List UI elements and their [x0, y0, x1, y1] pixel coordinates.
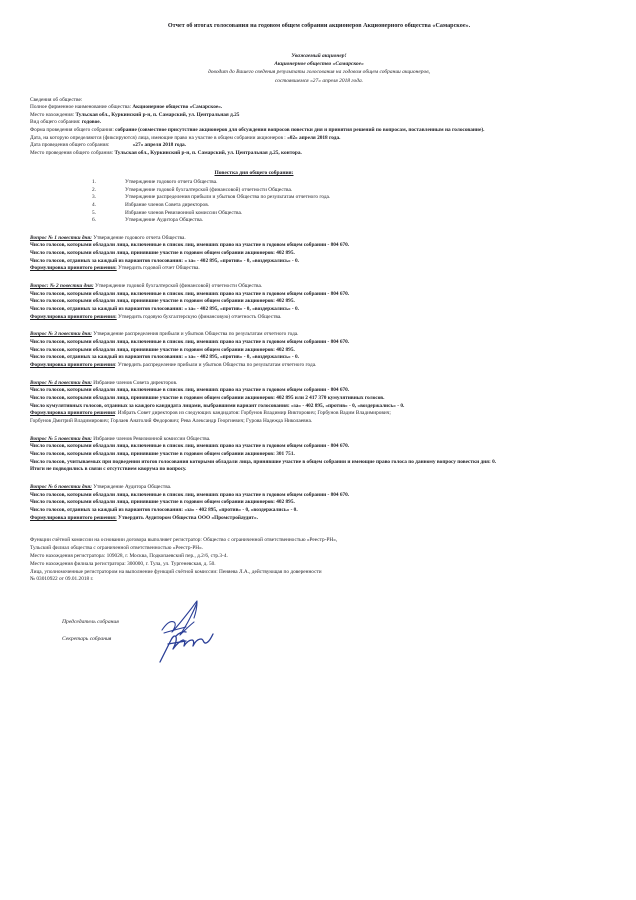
- question-label: Вопрос № 4 повестки дня:: [30, 379, 92, 386]
- question-decision: [30, 410, 608, 418]
- company-info-value: «27» апреля 2018 года.: [132, 142, 186, 149]
- question-block-2: [30, 283, 608, 321]
- agenda-item-number: 6.: [92, 217, 96, 224]
- company-info-label: Дата, на которую определяются (фиксируются) лица, имеющие право на участие в общем собрании акционеров :: [30, 134, 286, 141]
- company-info-row: [30, 127, 608, 135]
- question-vote-line: Число кумулятивных голосов, отданных за каждого кандидата лицами, выбравшими вариант голосования: «за» - 402 895, «против» - 0, «воздержались» - 0.: [30, 402, 405, 409]
- question-label: Вопрос № 6 повестки дня:: [30, 484, 92, 491]
- company-info-heading: Сведения об обществе:: [30, 96, 83, 103]
- decision-text: Утвердить годовую бухгалтерскую (финансовую) отчетность Общества.: [116, 313, 282, 320]
- question-vote-line: Число голосов, которыми обладали лица, принявшие участие в годовом общем собрании акционеров: 402 895.: [30, 298, 295, 305]
- agenda-heading: Повестка дня общего собрания:: [214, 170, 294, 177]
- question-subject: Избрание членов Ревизионной комиссии Общества.: [91, 435, 211, 442]
- company-info-block: [30, 97, 608, 157]
- question-subject: Утверждение Аудитора Общества.: [91, 484, 172, 491]
- salutation-block: [30, 52, 608, 85]
- question-vote-line: Число голосов, которыми обладали лица, принявшие участие в годовом общем собрании акционеров: 301 751.: [30, 451, 295, 458]
- question-block-4: [30, 380, 608, 426]
- chairman-signature-label: Председатель собрания: [62, 619, 119, 626]
- decision-label: Формулировка принятого решения: [30, 410, 115, 417]
- agenda-item-label: Утверждение годовой бухгалтерской (финансовой) отчетности Общества.: [125, 186, 293, 193]
- decision-text: : Утвердить распределение прибыли и убытков Общества по результатам отчетного года.: [114, 362, 317, 369]
- question-decision: [30, 314, 608, 322]
- page-title: Отчет об итогах голосования на годовом общем собрании акционеров Акционерного общества «Самарское».: [167, 23, 471, 29]
- decision-text: : Избрать Совет директоров из следующих кандидатов: Горбунов Владимир Викторович; Горбунов Вадим Владимирович;: [114, 410, 391, 417]
- registrar-line: Тульский филиал общества с ограниченной ответственностью «Реестр-РН».: [30, 545, 204, 552]
- company-info-label: Место нахождения:: [30, 111, 75, 118]
- question-vote-line: Число голосов, которыми обладали лица, включенные в список лиц, имевших право на участие в годовом общем собрании - 804 670.: [30, 290, 350, 297]
- agenda-item: [30, 217, 608, 225]
- question-decision: [30, 515, 608, 523]
- question-vote-line: Число голосов, отданных за каждый из вариантов голосования: « за» - 402 895, «против» - 0, «воздержались» - 0.: [30, 257, 299, 264]
- company-info-row: [30, 142, 608, 150]
- agenda-item-label: Утверждение распределения прибыли и убытков Общества по результатам отчетного года.: [125, 194, 331, 201]
- decision-text: Утвердить Аудитором Общества ООО «Промстройаудит».: [116, 514, 258, 521]
- question-subject: Утверждение годового отчета Общества.: [91, 234, 186, 241]
- agenda-item-number: 1.: [92, 179, 96, 186]
- question-block-3: [30, 331, 608, 369]
- decision-text: Утвердить годовой отчет Общества.: [116, 265, 200, 272]
- question-vote-line: Число голосов, отданных за каждый из вариантов голосования: «за» - 402 895, «против» - 0, «воздержались» - 0.: [30, 507, 298, 514]
- question-subject: Утверждение распределения прибыли и убытков Общества по результатам отчетного года.: [91, 331, 299, 338]
- agenda-item: [30, 210, 608, 218]
- company-info-label: Вид общего собрания:: [30, 119, 81, 126]
- agenda-item-number: 3.: [92, 194, 96, 201]
- page-bottom-whitespace: [30, 648, 608, 758]
- question-vote-line: Число голосов, которыми обладали лица, принявшие участие в годовом общем собрании акционеров: 402 895.: [30, 499, 295, 506]
- question-decision: [30, 362, 608, 370]
- decision-label: Формулировка принятого решения:: [30, 514, 117, 521]
- signature-block: [30, 614, 608, 648]
- question-heading: [30, 484, 608, 492]
- agenda-item: [30, 179, 608, 187]
- agenda-item: [30, 194, 608, 202]
- question-subject: Избрание членов Совета директоров.: [91, 379, 178, 386]
- question-vote-line: Число голосов, отданных за каждый из вариантов голосования: « за» - 402 895, «против» - 0, «воздержались» - 0.: [30, 306, 299, 313]
- registrar-line: Лица, уполномоченные регистратором на выполнение функций счётной комиссии: Пеняева Л.А., действующая по доверенности: [30, 568, 322, 575]
- question-label: Вопрос № 1 повестки дня:: [30, 234, 92, 241]
- agenda-item-number: 2.: [92, 186, 96, 193]
- agenda-item-label: Утверждение Аудитора Общества.: [125, 217, 204, 224]
- agenda-list: [30, 179, 608, 225]
- question-quorum-note: Итоги не подводились в связи с отсутствием кворума по вопросу.: [30, 466, 187, 473]
- question-vote-line: Число голосов, которыми обладали лица, принявшие участие в годовом общем собрании акционеров: 402 895.: [30, 346, 295, 353]
- question-decision-continued: Горбунов Дмитрий Владимирович; Горлаев Анатолий Федорович; Рева Александр Георгиевич; Гурова Надежда Николаевна.: [30, 418, 313, 425]
- registrar-line: Место нахождения регистратора: 109028, г. Москва, Подкопаевский пер., д.2/6, стр.3-4.: [30, 552, 228, 559]
- company-info-row: [30, 150, 608, 158]
- agenda-block: [30, 169, 608, 225]
- question-heading: [30, 331, 608, 339]
- company-info-label: Форма проведения общего собрания:: [30, 127, 114, 133]
- question-decision: [30, 265, 608, 273]
- company-info-row: [30, 119, 608, 127]
- question-label: Вопрос № 3 повестки дня:: [30, 331, 92, 338]
- question-label: Вопрос № 5 повестки дня:: [30, 435, 92, 442]
- registrar-block: [30, 537, 608, 584]
- agenda-item: [30, 202, 608, 210]
- question-vote-line: Число голосов, отданных за каждый из вариантов голосования: « за» - 402 895, «против» - 0, «воздержались» - 0.: [30, 354, 299, 361]
- question-vote-line: Число голосов, которыми обладали лица, включенные в список лиц, имевших право на участие в годовом общем собрании - 804 670.: [30, 242, 350, 249]
- question-vote-line: Число голосов, которыми обладали лица, включенные в список лиц, имевших право на участие в годовом общем собрании - 804 670.: [30, 387, 350, 394]
- question-vote-line: Число голосов, которыми обладали лица, включенные в список лиц, имевших право на участие в годовом общем собрании - 804 670.: [30, 491, 350, 498]
- company-info-label: Полное фирменное наименование общества:: [30, 104, 132, 111]
- question-vote-line: Число голосов, учитываемых при подведении итогов голосования которыми обладали лица, принявшие участие в общем собрании и имеющие право голоса по данному вопросу повестки дня: 0.: [30, 458, 497, 465]
- agenda-item-label: Избрание членов Совета директоров.: [125, 201, 210, 208]
- decision-label: Формулировка принятого решения: [30, 362, 115, 369]
- company-info-row: [30, 135, 608, 143]
- company-info-row: [30, 104, 608, 112]
- company-info-value: Тульская обл., Куркинский р-н, п. Самарский, ул. Центральная д.25, контора.: [114, 149, 302, 156]
- agenda-item-label: Утверждение годового отчета Общества.: [125, 179, 218, 186]
- agenda-item-number: 5.: [92, 209, 96, 216]
- salutation-line-2: Акционерное общество «Самарское»: [274, 61, 364, 68]
- salutation-line-3: доводит до Вашего сведения результаты голосования на годовом общем собрании акционеров,: [208, 69, 430, 76]
- question-vote-line: Число голосов, которыми обладали лица, принявшие участие в годовом общем собрании акционеров: 402 895 или 2 417 370 кумулятивных голосов.: [30, 395, 385, 402]
- company-info-label: Дата проведения общего собрания:: [30, 142, 110, 149]
- question-vote-line: Число голосов, которыми обладали лица, включенные в список лиц, имевших право на участие в годовом общем собрании - 804 670.: [30, 443, 350, 450]
- question-heading: [30, 283, 608, 291]
- company-info-value: собрание (совместное присутствие акционеров для обсуждения вопросов повестки дня и принятия решений по вопросам, поставленным на голосование).: [115, 127, 485, 133]
- question-vote-line: Число голосов, которыми обладали лица, принявшие участие в годовом общем собрании акционеров: 402 895.: [30, 250, 295, 257]
- agenda-item-number: 4.: [92, 201, 96, 208]
- question-block-5: [30, 436, 608, 474]
- salutation-line-4: состоявшемся «27» апреля 2018 года.: [274, 77, 364, 84]
- registrar-line: № 03010922 от 09.01.2018 г.: [30, 576, 94, 583]
- company-info-value: «02» апреля 2018 года.: [287, 134, 341, 141]
- question-label: Вопрос: № 2 повестки дня:: [30, 283, 94, 290]
- secretary-signature-label: Секретарь собрания: [62, 636, 112, 643]
- question-vote-line: Число голосов, которыми обладали лица, включенные в список лиц, имевших право на участие в годовом общем собрании - 804 670.: [30, 339, 350, 346]
- company-info-row: [30, 112, 608, 120]
- decision-label: Формулировка принятого решения:: [30, 313, 117, 320]
- registrar-line: Функции счётной комиссии на основании договора выполняет регистратор: Общество с ограниченной ответственностью «Реестр-РН»,: [30, 537, 338, 544]
- salutation-line-1: Уважаемый акционер!: [291, 53, 347, 59]
- question-block-1: [30, 235, 608, 273]
- registrar-line: Место нахождения филиала регистратора: 300000, г. Тула, ул. Тургеневская, д. 50.: [30, 560, 216, 567]
- company-info-label: Место проведения общего собрания:: [30, 149, 114, 156]
- company-info-value: Акционерное общество «Самарское».: [132, 104, 223, 111]
- company-info-value: годовое.: [81, 119, 101, 126]
- decision-label: Формулировка принятого решения:: [30, 265, 117, 272]
- question-subject: Утверждение годовой бухгалтерской (финансовой) отчетности Общества.: [93, 283, 263, 290]
- question-block-6: [30, 484, 608, 522]
- agenda-item-label: Избрание членов Ревизионной комиссии Общества.: [125, 209, 243, 216]
- company-info-value: Тульская обл., Куркинский р-н, п. Самарский, ул. Центральная д.25: [75, 111, 240, 118]
